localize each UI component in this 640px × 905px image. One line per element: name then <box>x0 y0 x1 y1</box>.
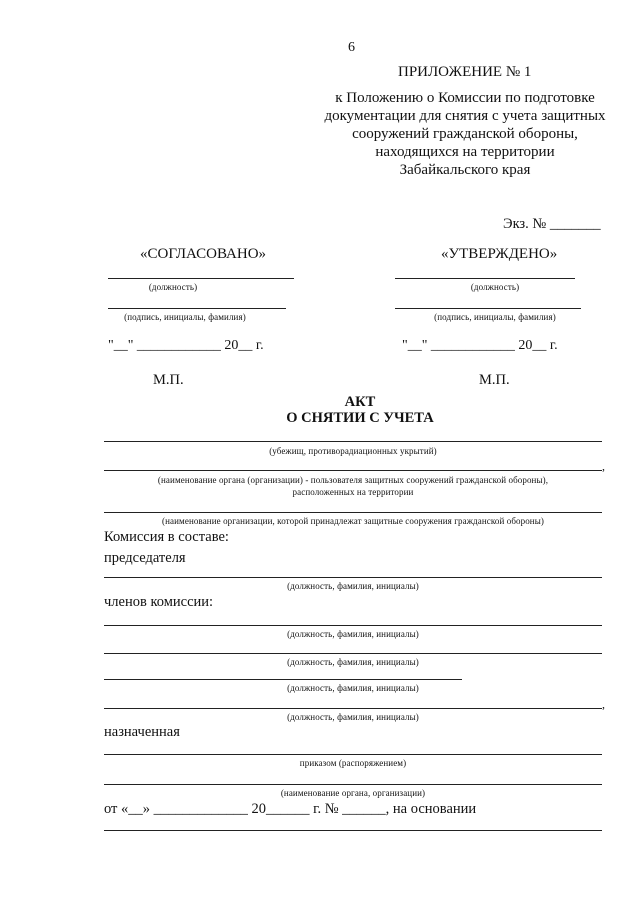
fill-line <box>104 577 602 578</box>
signature-caption: (подпись, инициалы, фамилия) <box>434 312 556 322</box>
position-name-caption: (должность, фамилия, инициалы) <box>287 712 419 722</box>
position-name-caption: (должность, фамилия, инициалы) <box>287 581 419 591</box>
fill-line <box>104 708 602 709</box>
appendix-line: сооружений гражданской обороны, <box>352 126 578 142</box>
commission-label: Комиссия в составе: <box>104 529 229 545</box>
fill-line <box>104 625 602 626</box>
date-field: "__" ____________ 20__ г. <box>402 338 558 353</box>
position-name-caption: (должность, фамилия, инициалы) <box>287 657 419 667</box>
owner-org-caption: (наименование организации, которой принадлежат защитные сооружения гражданской обороны) <box>162 516 544 526</box>
act-subtitle: О СНЯТИИ С УЧЕТА <box>286 410 434 426</box>
fill-line <box>104 830 602 831</box>
appendix-title: ПРИЛОЖЕНИЕ № 1 <box>398 64 532 80</box>
act-title: АКТ <box>344 394 376 410</box>
copy-number: Экз. № _______ <box>503 216 601 232</box>
comma-mark: , <box>602 459 605 473</box>
agreed-heading: «СОГЛАСОВАНО» <box>140 246 267 262</box>
appointed-label: назначенная <box>104 724 180 740</box>
stamp-label: М.П. <box>479 372 510 388</box>
user-org-caption: (наименование органа (организации) - пользователя защитных сооружений гражданской обороны), <box>157 475 549 485</box>
appendix-line: находящихся на территории <box>375 144 555 160</box>
signature-line <box>395 308 581 309</box>
signature-caption: (подпись, инициалы, фамилия) <box>124 312 246 322</box>
approved-heading: «УТВЕРЖДЕНО» <box>441 246 558 262</box>
position-name-caption: (должность, фамилия, инициалы) <box>287 629 419 639</box>
stamp-label: М.П. <box>153 372 184 388</box>
order-caption: приказом (распоряжением) <box>299 758 407 768</box>
fill-line <box>104 653 602 654</box>
shelters-caption: (убежищ, противорадиационных укрытий) <box>269 446 437 456</box>
order-date-line: от «__» _____________ 20______ г. № ______, на основании <box>104 801 477 817</box>
position-caption: (должность) <box>470 282 520 292</box>
position-line <box>395 278 575 279</box>
appendix-line: Забайкальского края <box>399 162 531 178</box>
authority-caption: (наименование органа, организации) <box>280 788 426 798</box>
position-line <box>108 278 294 279</box>
date-field: "__" ____________ 20__ г. <box>108 338 264 353</box>
appendix-line: документации для снятия с учета защитных <box>324 108 606 124</box>
fill-line <box>104 784 602 785</box>
fill-line <box>104 754 602 755</box>
fill-line <box>104 470 602 471</box>
position-name-caption: (должность, фамилия, инициалы) <box>287 683 419 693</box>
members-label: членов комиссии: <box>104 594 214 610</box>
user-org-caption-2: расположенных на территории <box>292 487 414 497</box>
fill-line <box>104 512 602 513</box>
page-number: 6 <box>348 40 355 55</box>
fill-line <box>104 679 462 680</box>
fill-line <box>104 441 602 442</box>
comma-mark: , <box>602 697 605 711</box>
signature-line <box>108 308 286 309</box>
position-caption: (должность) <box>148 282 198 292</box>
appendix-line: к Положению о Комиссии по подготовке <box>335 90 595 106</box>
chairman-label: председателя <box>104 550 186 566</box>
